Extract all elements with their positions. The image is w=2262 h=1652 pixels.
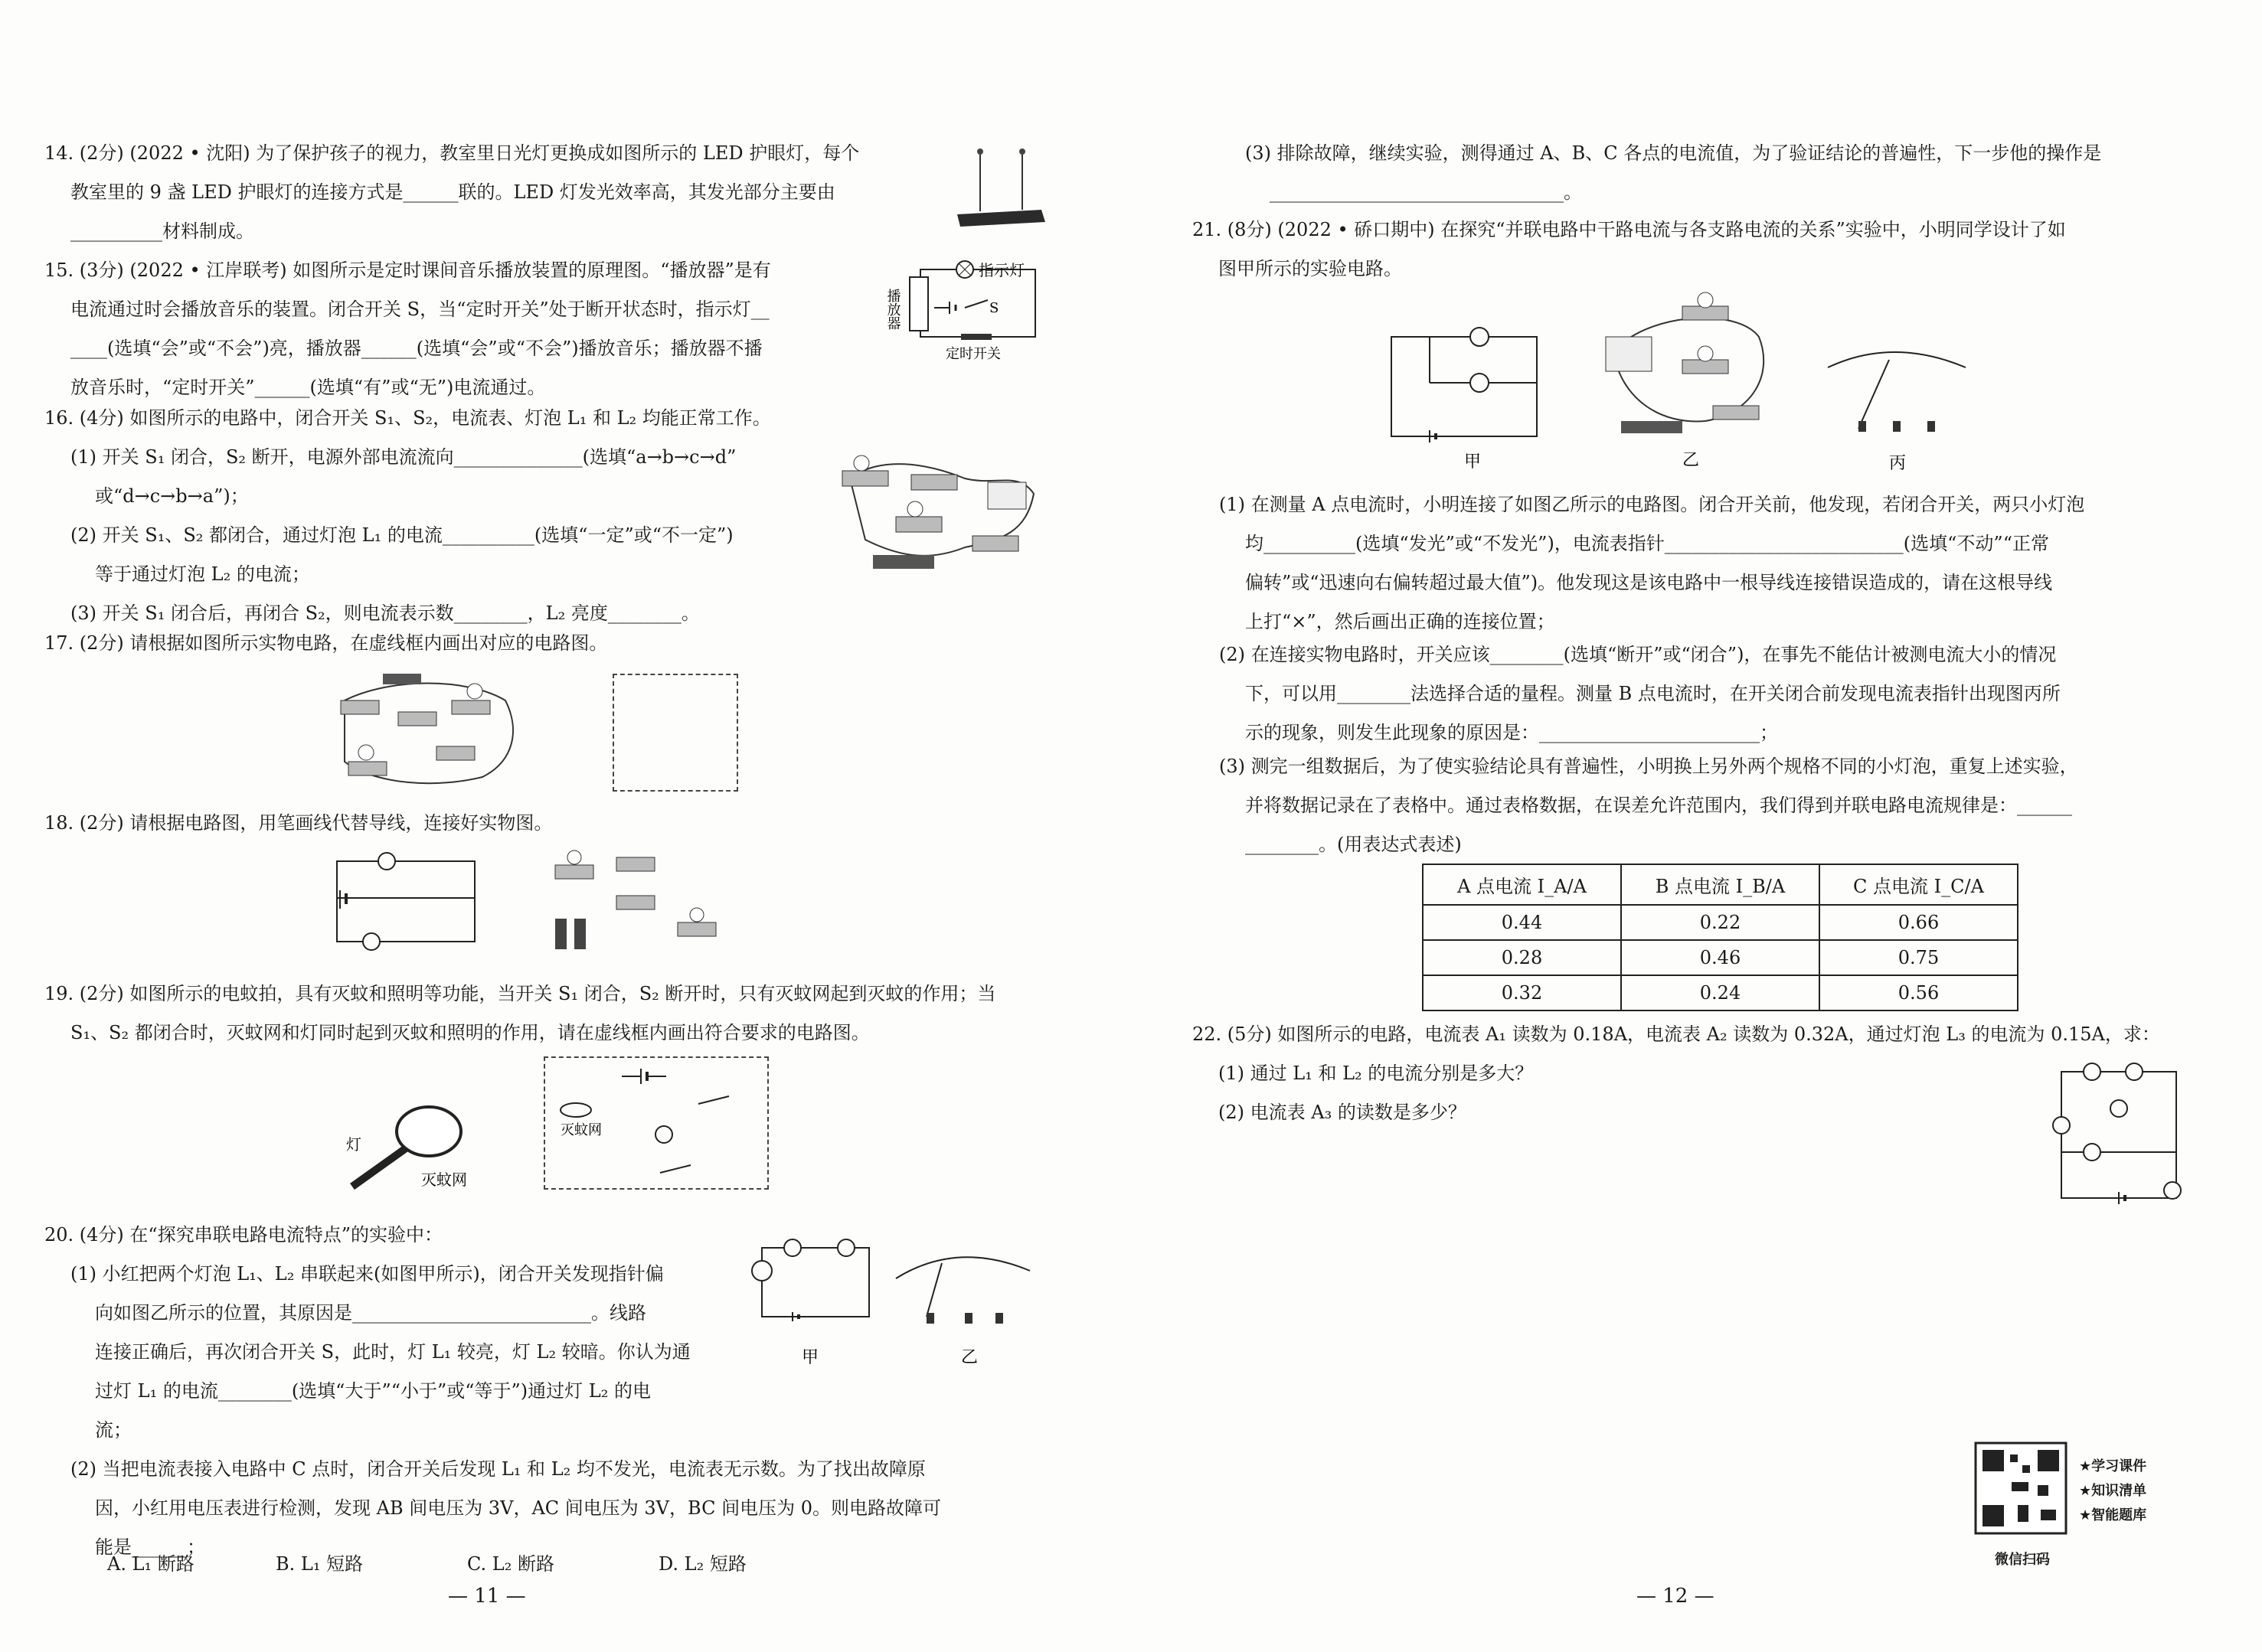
- table-cell: 0.32: [1423, 975, 1621, 1010]
- qr-item-1: ★学习课件: [2079, 1458, 2147, 1474]
- question-18: [44, 804, 552, 843]
- q15-line-2: 电流通过时会播放音乐的装置。闭合开关 S，当“定时开关”处于断开状态时，指示灯__: [70, 299, 770, 320]
- q18-circuit-diagram: [329, 846, 482, 953]
- q17-answer-box[interactable]: [613, 674, 738, 792]
- q21-p1-line-1: (1) 在测量 A 点电流时，小明连接了如图乙所示的电路图。闭合开关前，他发现，若闭合开关，两只小灯泡: [1219, 494, 2085, 515]
- q19-fig-net: 灭蚊网: [421, 1170, 467, 1189]
- q21-physical-yi: [1598, 291, 1782, 475]
- qr-item-3: ★智能题库: [2079, 1507, 2147, 1523]
- question-17: [44, 624, 607, 663]
- q17-physical-circuit-figure: [329, 670, 528, 792]
- q21-fig-jia: 甲: [1464, 452, 1482, 472]
- question-14: [44, 134, 859, 251]
- q21-fig-yi: 乙: [1682, 451, 1700, 470]
- q22-line-1: 22. (5分) 如图所示的电路，电流表 A₁ 读数为 0.18A，电流表 A₂ 读数为 0.32A，通过灯泡 L₃ 的电流为 0.15A，求：: [1192, 1024, 2160, 1045]
- q21-p2-line-3: 示的现象，则发生此现象的原因是：________________________；: [1245, 722, 1778, 743]
- q20-circuit-jia: [747, 1232, 881, 1370]
- q15-fig-indicator: 指示灯: [979, 261, 1025, 279]
- q21-line-1: 21. (8分) (2022 • 硚口期中) 在探究“并联电路中干路电流与各支路电流的关系”实验中，小明同学设计了如: [1192, 219, 2066, 240]
- q20-fig-jia: 甲: [802, 1348, 819, 1367]
- q15-line-3: ____(选填“会”或“不会”)亮，播放器______(选填“会”或“不会”)播放音乐；播放器不播: [70, 338, 763, 359]
- q21-p1-line-2: 均__________(选填“发光”或“不发光”)，电流表指针__________________________(选填“不动”“正常: [1245, 533, 2049, 554]
- q20-cont-line-2: ________________________________。: [1270, 181, 1582, 203]
- q16-line-1: 16. (4分) 如图所示的电路中，闭合开关 S₁、S₂，电流表、灯泡 L₁ 和 L₂ 均能正常工作。: [44, 407, 771, 429]
- q17-line-1: 17. (2分) 请根据如图所示实物电路，在虚线框内画出对应的电路图。: [44, 632, 608, 654]
- qr-item-2: ★知识清单: [2079, 1483, 2147, 1499]
- qr-scan-label: 微信扫码: [1995, 1552, 2050, 1568]
- q21-p3-line-3: ________。(用表达式表述): [1245, 834, 1462, 855]
- q16-physical-circuit-figure: [835, 440, 1049, 578]
- page-number-right: — 12 —: [1636, 1585, 1714, 1608]
- page-number-left: — 11 —: [448, 1585, 526, 1608]
- q16-line-4: (2) 开关 S₁、S₂ 都闭合，通过灯泡 L₁ 的电流__________(选填“一定”或“不一定”): [70, 524, 734, 546]
- question-22: [1192, 1015, 2160, 1132]
- q19-components: [545, 1058, 767, 1188]
- table-header-row: [1423, 864, 2018, 905]
- table-header-c: C 点电流 I_C/A: [1819, 864, 2018, 905]
- timer-circuit-figure: [884, 254, 1057, 365]
- q20-option-c[interactable]: C. L₂ 断路: [467, 1553, 554, 1575]
- table-row: [1423, 975, 2018, 1010]
- q16-line-2: (1) 开关 S₁ 闭合，S₂ 断开，电源外部电流流向______________(选填“a→b→c→d”: [70, 446, 737, 468]
- q21-part-3: [1219, 747, 2078, 864]
- q20-line-6: 流；: [95, 1419, 132, 1441]
- q15-fig-timer: 定时开关: [946, 346, 1001, 362]
- q21-data-table: [1422, 864, 2018, 1011]
- q20-line-3: 向如图乙所示的位置，其原因是__________________________。线路: [95, 1302, 646, 1324]
- qr-code-icon[interactable]: [1972, 1439, 2071, 1546]
- q18-line-1: 18. (2分) 请根据电路图，用笔画线代替导线，连接好实物图。: [44, 812, 553, 834]
- q21-p2-line-1: (2) 在连接实物电路时，开关应该________(选填“断开”或“闭合”)，在事先不能估计被测电流大小的情况: [1219, 644, 2057, 665]
- table-cell: 0.46: [1621, 940, 1819, 975]
- q20-ammeter-yi: [888, 1240, 1041, 1374]
- q16-line-3: 或“d→c→b→a”)；: [95, 485, 249, 507]
- table-cell: 0.22: [1621, 905, 1819, 940]
- question-15: [44, 251, 771, 407]
- q22-line-2: (1) 通过 L₁ 和 L₂ 的电流分别是多大？: [1218, 1063, 1534, 1084]
- q19-fig-net-2: 灭蚊网: [561, 1122, 602, 1138]
- q15-line-4: 放音乐时，“定时开关”______(选填“有”或“无”)电流通过。: [70, 377, 546, 398]
- qr-labels: [2079, 1454, 2146, 1528]
- q16-line-6: (3) 开关 S₁ 闭合后，再闭合 S₂，则电流表示数________，L₂ 亮度________。: [70, 602, 700, 624]
- table-cell: 0.75: [1819, 940, 2018, 975]
- table-cell: 0.66: [1819, 905, 2018, 940]
- table-row: [1423, 940, 2018, 975]
- q20-line-5: 过灯 L₁ 的电流________(选填“大于”“小于”或“等于”)通过灯 L₂ 的电: [95, 1380, 651, 1402]
- q16-line-5: 等于通过灯泡 L₂ 的电流；: [95, 563, 310, 585]
- q21-circuit-jia: [1384, 306, 1552, 475]
- table-row: [1423, 905, 2018, 940]
- mosquito-swatter-figure: [337, 1102, 490, 1194]
- q21-part-2: [1219, 635, 2061, 753]
- q19-line-1: 19. (2分) 如图所示的电蚊拍，具有灭蚊和照明等功能，当开关 S₁ 闭合，S₂ 断开时，只有灭蚊网起到灭蚊的作用；当: [44, 983, 996, 1004]
- q20-option-a[interactable]: A. L₁ 断路: [107, 1553, 194, 1575]
- q14-line-2: 教室里的 9 盏 LED 护眼灯的连接方式是______联的。LED 灯发光效率高，其发光部分主要由: [70, 181, 835, 203]
- q21-p3-line-1: (3) 测完一组数据后，为了使实验结论具有普遍性，小明换上另外两个规格不同的小灯泡，重复上述实验，: [1219, 756, 2078, 777]
- table-cell: 0.44: [1423, 905, 1621, 940]
- q19-line-2: S₁、S₂ 都闭合时，灭蚊网和灯同时起到灭蚊和照明的作用，请在虚线框内画出符合要求的电路图。: [70, 1022, 870, 1043]
- q21-p2-line-2: 下，可以用________法选择合适的量程。测量 B 点电流时，在开关闭合前发现电流表指针出现图丙所: [1245, 683, 2061, 704]
- qr-promo: [1972, 1439, 2179, 1573]
- q20-cont-line-1: (3) 排除故障，继续实验，测得通过 A、B、C 各点的电流值，为了验证结论的普遍性，下一步他的操作是: [1245, 142, 2102, 164]
- q20-line-1: 20. (4分) 在“探究串联电路电流特点”的实验中：: [44, 1224, 443, 1246]
- table-cell: 0.56: [1819, 975, 2018, 1010]
- q21-fig-bing: 丙: [1889, 454, 1907, 473]
- q15-fig-player: 播放器: [884, 289, 901, 330]
- q14-line-3: __________材料制成。: [70, 220, 254, 242]
- question-19: [44, 975, 995, 1053]
- q20-line-9: 能是______；: [95, 1536, 205, 1558]
- question-20-continued: [1219, 134, 2101, 212]
- q21-p3-line-2: 并将数据记录在了表格中。通过表格数据，在误差允许范围内，我们得到并联电路电流规律是：______: [1245, 795, 2072, 816]
- question-21: [1192, 211, 2066, 289]
- table-cell: 0.28: [1423, 940, 1621, 975]
- q20-line-4: 连接正确后，再次闭合开关 S，此时，灯 L₁ 较亮，灯 L₂ 较暗。你认为通: [95, 1341, 691, 1363]
- led-lamp-figure: [950, 145, 1049, 237]
- q21-p1-line-3: 偏转”或“迅速向右偏转超过最大值”)。他发现这是该电路中一根导线连接错误造成的，请在这根导线: [1245, 572, 2053, 593]
- q20-fig-yi: 乙: [961, 1348, 979, 1367]
- q20-line-2: (1) 小红把两个灯泡 L₁、L₂ 串联起来(如图甲所示)，闭合开关发现指针偏: [70, 1263, 664, 1285]
- q18-physical-components: [548, 842, 754, 957]
- q19-answer-box[interactable]: [544, 1056, 769, 1190]
- question-16: [44, 399, 771, 633]
- q20-option-b[interactable]: B. L₁ 短路: [276, 1553, 364, 1575]
- q21-p1-line-4: 上打“×”，然后画出正确的连接位置；: [1245, 611, 1555, 632]
- q20-line-8: 因，小红用电压表进行检测，发现 AB 间电压为 3V，AC 间电压为 3V，BC 间电压为 0。则电路故障可: [95, 1497, 941, 1519]
- q21-part-1: [1219, 485, 2084, 642]
- q20-option-d[interactable]: D. L₂ 短路: [659, 1553, 747, 1575]
- q19-fig-lamp: 灯: [346, 1135, 361, 1154]
- q21-ammeter-bing: [1820, 344, 1981, 475]
- table-header-b: B 点电流 I_B/A: [1621, 864, 1819, 905]
- q14-line-1: 14. (2分) (2022 • 沈阳) 为了保护孩子的视力，教室里日光灯更换成如图所示的 LED 护眼灯，每个: [44, 142, 860, 164]
- q15-line-1: 15. (3分) (2022 • 江岸联考) 如图所示是定时课间音乐播放装置的原理图。“播放器”是有: [44, 260, 771, 281]
- q22-line-3: (2) 电流表 A₃ 的读数是多少？: [1218, 1102, 1466, 1123]
- q22-circuit-figure: [2046, 1056, 2192, 1210]
- q15-fig-s: S: [989, 300, 999, 316]
- table-cell: 0.24: [1621, 975, 1819, 1010]
- table-header-a: A 点电流 I_A/A: [1423, 864, 1621, 905]
- q21-line-2: 图甲所示的实验电路。: [1218, 258, 1402, 279]
- q20-line-7: (2) 当把电流表接入电路中 C 点时，闭合开关后发现 L₁ 和 L₂ 均不发光，电流表无示数。为了找出故障原: [70, 1458, 926, 1480]
- right-page: [1131, 0, 2262, 1652]
